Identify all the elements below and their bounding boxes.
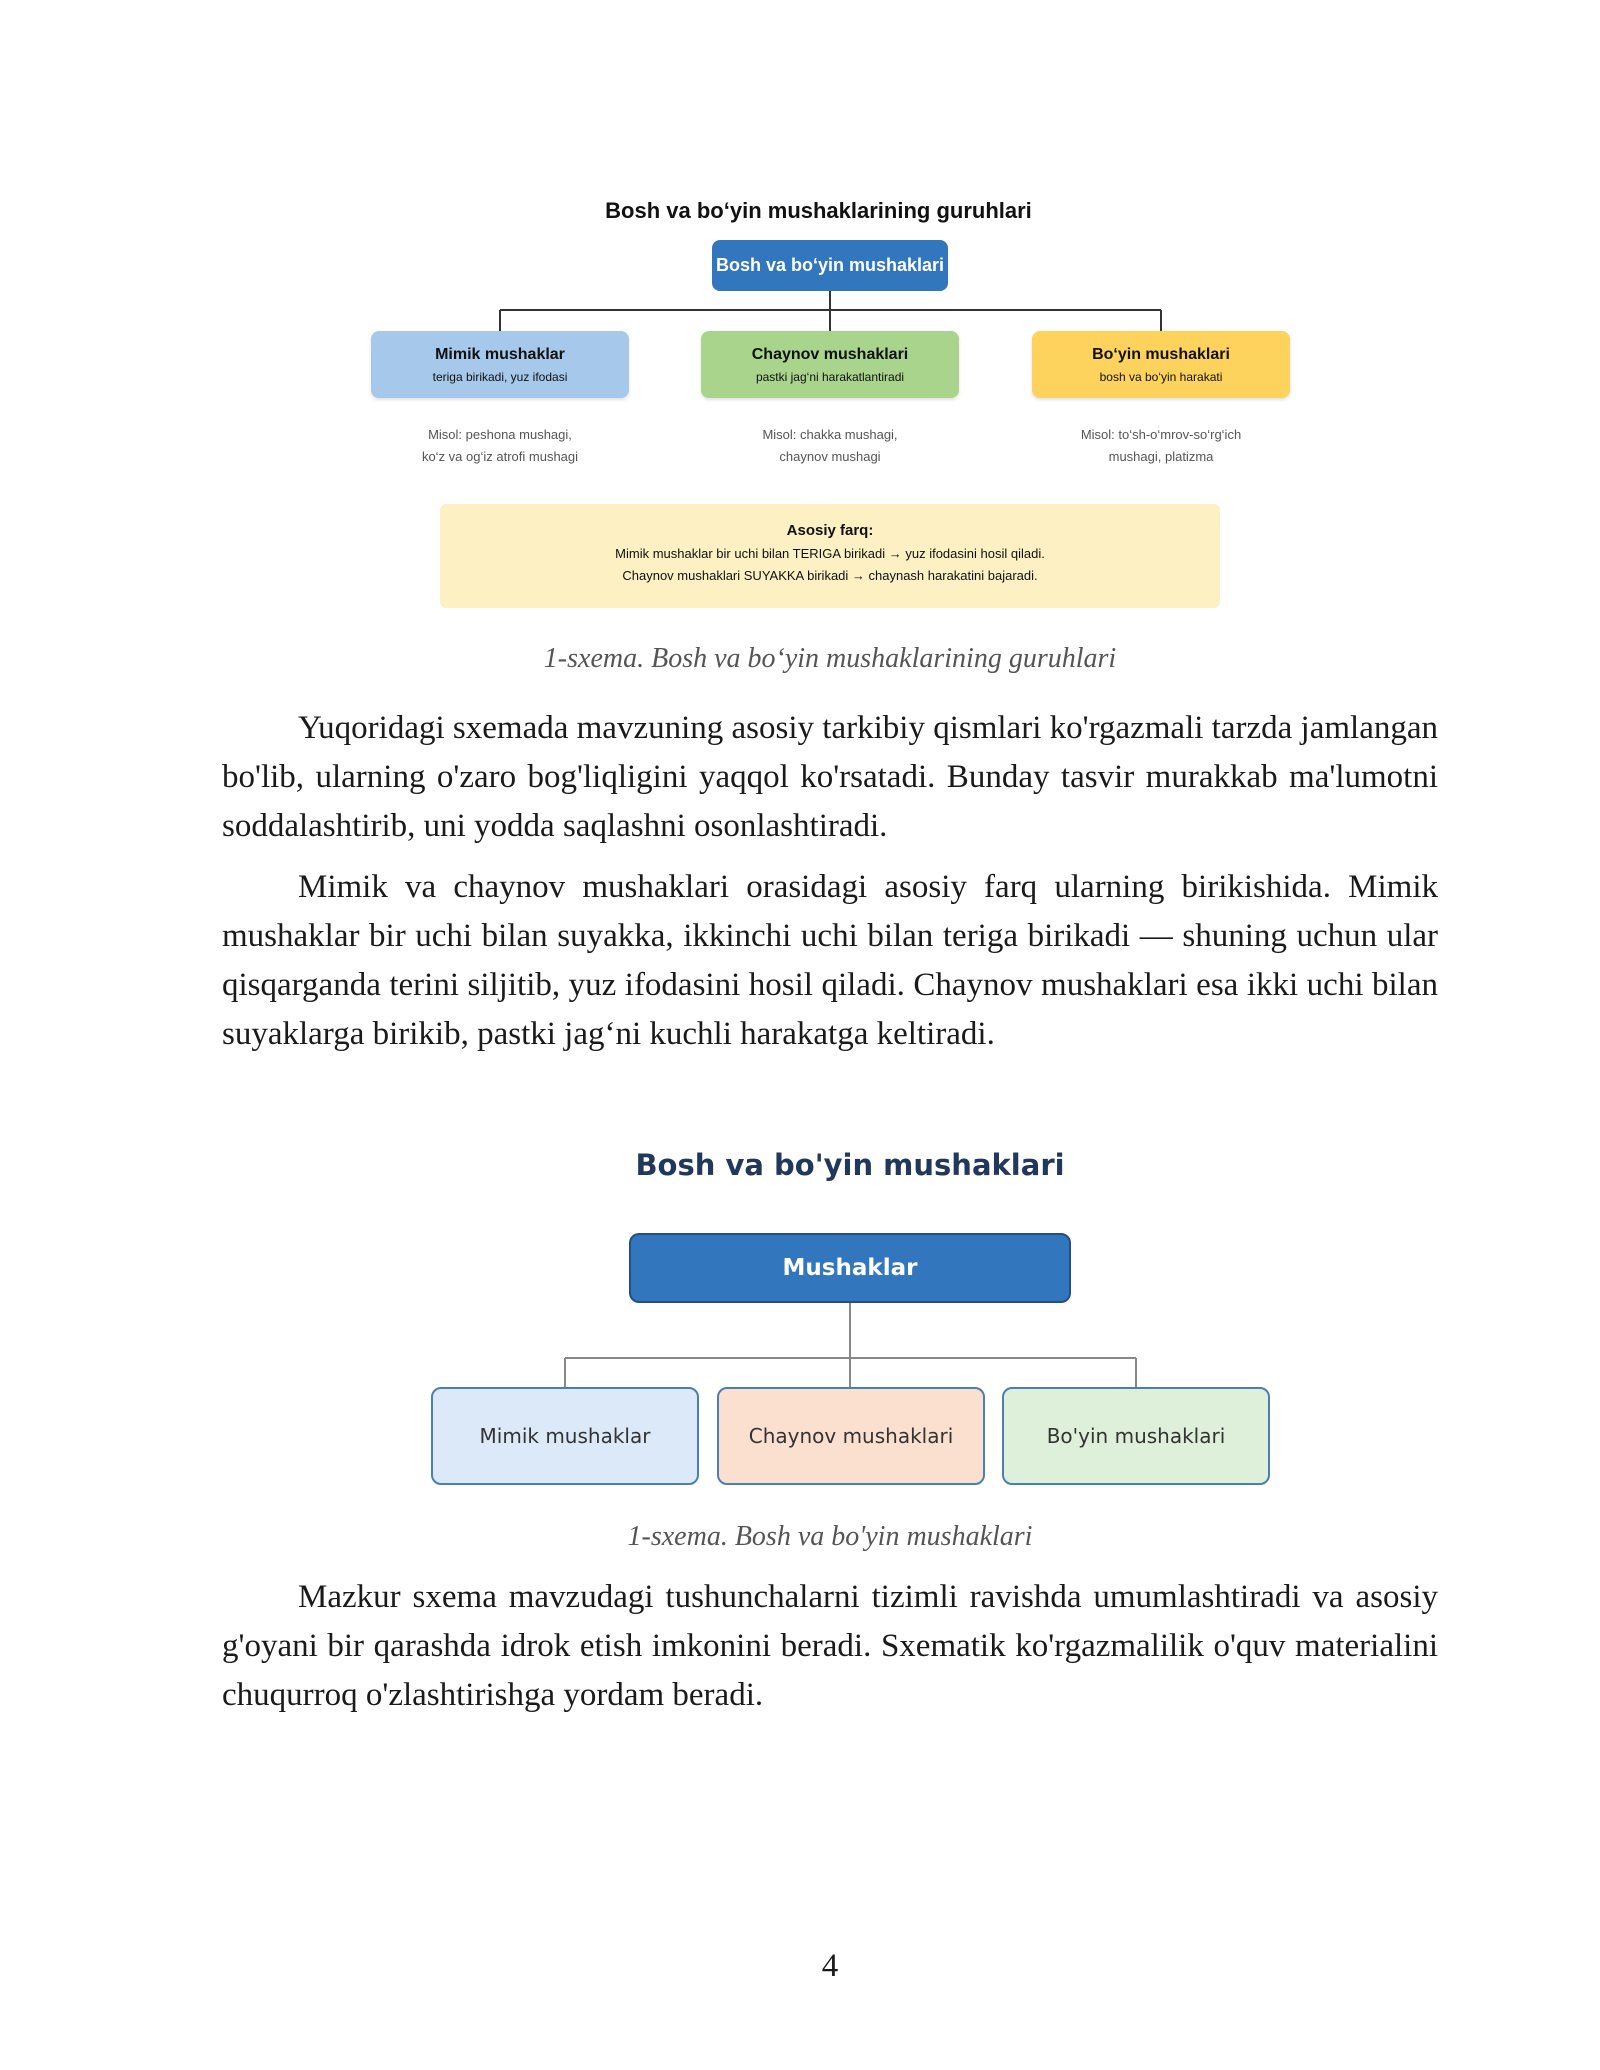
note-heading: Asosiy farq: [786, 522, 874, 539]
child-box-mimik: Mimik mushaklar [431, 1387, 699, 1485]
group-title: Mimik mushaklar [435, 345, 565, 363]
key-difference-note [440, 504, 1220, 608]
group-title: Chaynov mushaklari [751, 345, 909, 363]
group-example-boyin [1011, 424, 1311, 468]
group-subtitle: pastki jag‘ni harakatlantiradi [755, 369, 905, 384]
diagram1-caption: 1-sxema. Bosh va bo‘yin mushaklarining guruhlari [543, 643, 1117, 674]
note-line: Mimik mushaklar bir uchi bilan TERIGA birikadi → yuz ifodasini hosil qiladi. [615, 546, 1045, 561]
diagram1-root-node: Bosh va bo‘yin mushaklari [712, 240, 948, 291]
group-example-mimik [350, 424, 650, 468]
child-box-boyin: Bo'yin mushaklari [1002, 1387, 1270, 1485]
paragraph-2: Mimik va chaynov mushaklari orasidagi asosiy farq ularning birikishida. Mimik mushaklar bir uchi bilan suyakka, ikkinchi uchi bilan teriga birikadi — shuning uchun ular qisqarganda terini siljitib, yuz ifodasini hosil qiladi. Chaynov mushaklari esa ikki uchi bilan suyaklarga birikib, pastki jag‘ni kuchli harakatga keltiradi. [222, 869, 1438, 1052]
child-box-chaynov: Chaynov mushaklari [717, 1387, 985, 1485]
diagram1-title: Bosh va bo‘yin mushaklarining guruhlari [605, 198, 1032, 223]
example-line: Misol: to‘sh-o‘mrov-so‘rg‘ich [1080, 427, 1242, 442]
paragraph-3: Mazkur sxema mavzudagi tushunchalarni tizimli ravishda umumlashtiradi va asosiy g'oyani bir qarashda idrok etish imkonini beradi. Sxematik ko'rgazmalilik o'quv materialini chuqurroq o'zlashtirishga yordam beradi. [222, 1579, 1438, 1713]
group-box-mimik [371, 331, 629, 398]
example-line: mushagi, platizma [1108, 449, 1214, 464]
group-subtitle: teriga birikadi, yuz ifodasi [432, 369, 568, 384]
diagram2-root-node: Mushaklar [629, 1233, 1071, 1303]
example-line: Misol: peshona mushagi, [428, 427, 572, 442]
example-line: Misol: chakka mushagi, [762, 427, 898, 442]
diagram2-caption: 1-sxema. Bosh va bo'yin mushaklari [627, 1521, 1033, 1552]
group-title: Bo‘yin mushaklari [1092, 345, 1230, 363]
example-line: ko‘z va og‘iz atrofi mushagi [421, 449, 579, 464]
group-example-chaynov [680, 424, 980, 468]
paragraph-1: Yuqoridagi sxemada mavzuning asosiy tarkibiy qismlari ko'rgazmali tarzda jamlangan bo'lib, ularning o'zaro bog'liqligini yaqqol ko'rsatadi. Bunday tasvir murakkab ma'lumotni soddalashtirib, uni yodda saqlashni osonlashtiradi. [222, 710, 1438, 844]
example-line: chaynov mushagi [779, 449, 881, 464]
group-subtitle: bosh va bo‘yin harakati [1099, 369, 1223, 384]
group-box-boyin [1032, 331, 1290, 398]
group-box-chaynov [701, 331, 959, 398]
diagram2-title: Bosh va bo'yin mushaklari [635, 1148, 1065, 1182]
note-line: Chaynov mushaklari SUYAKKA birikadi → chaynash harakatini bajaradi. [622, 568, 1038, 583]
page-number: 4 [821, 1948, 839, 1984]
